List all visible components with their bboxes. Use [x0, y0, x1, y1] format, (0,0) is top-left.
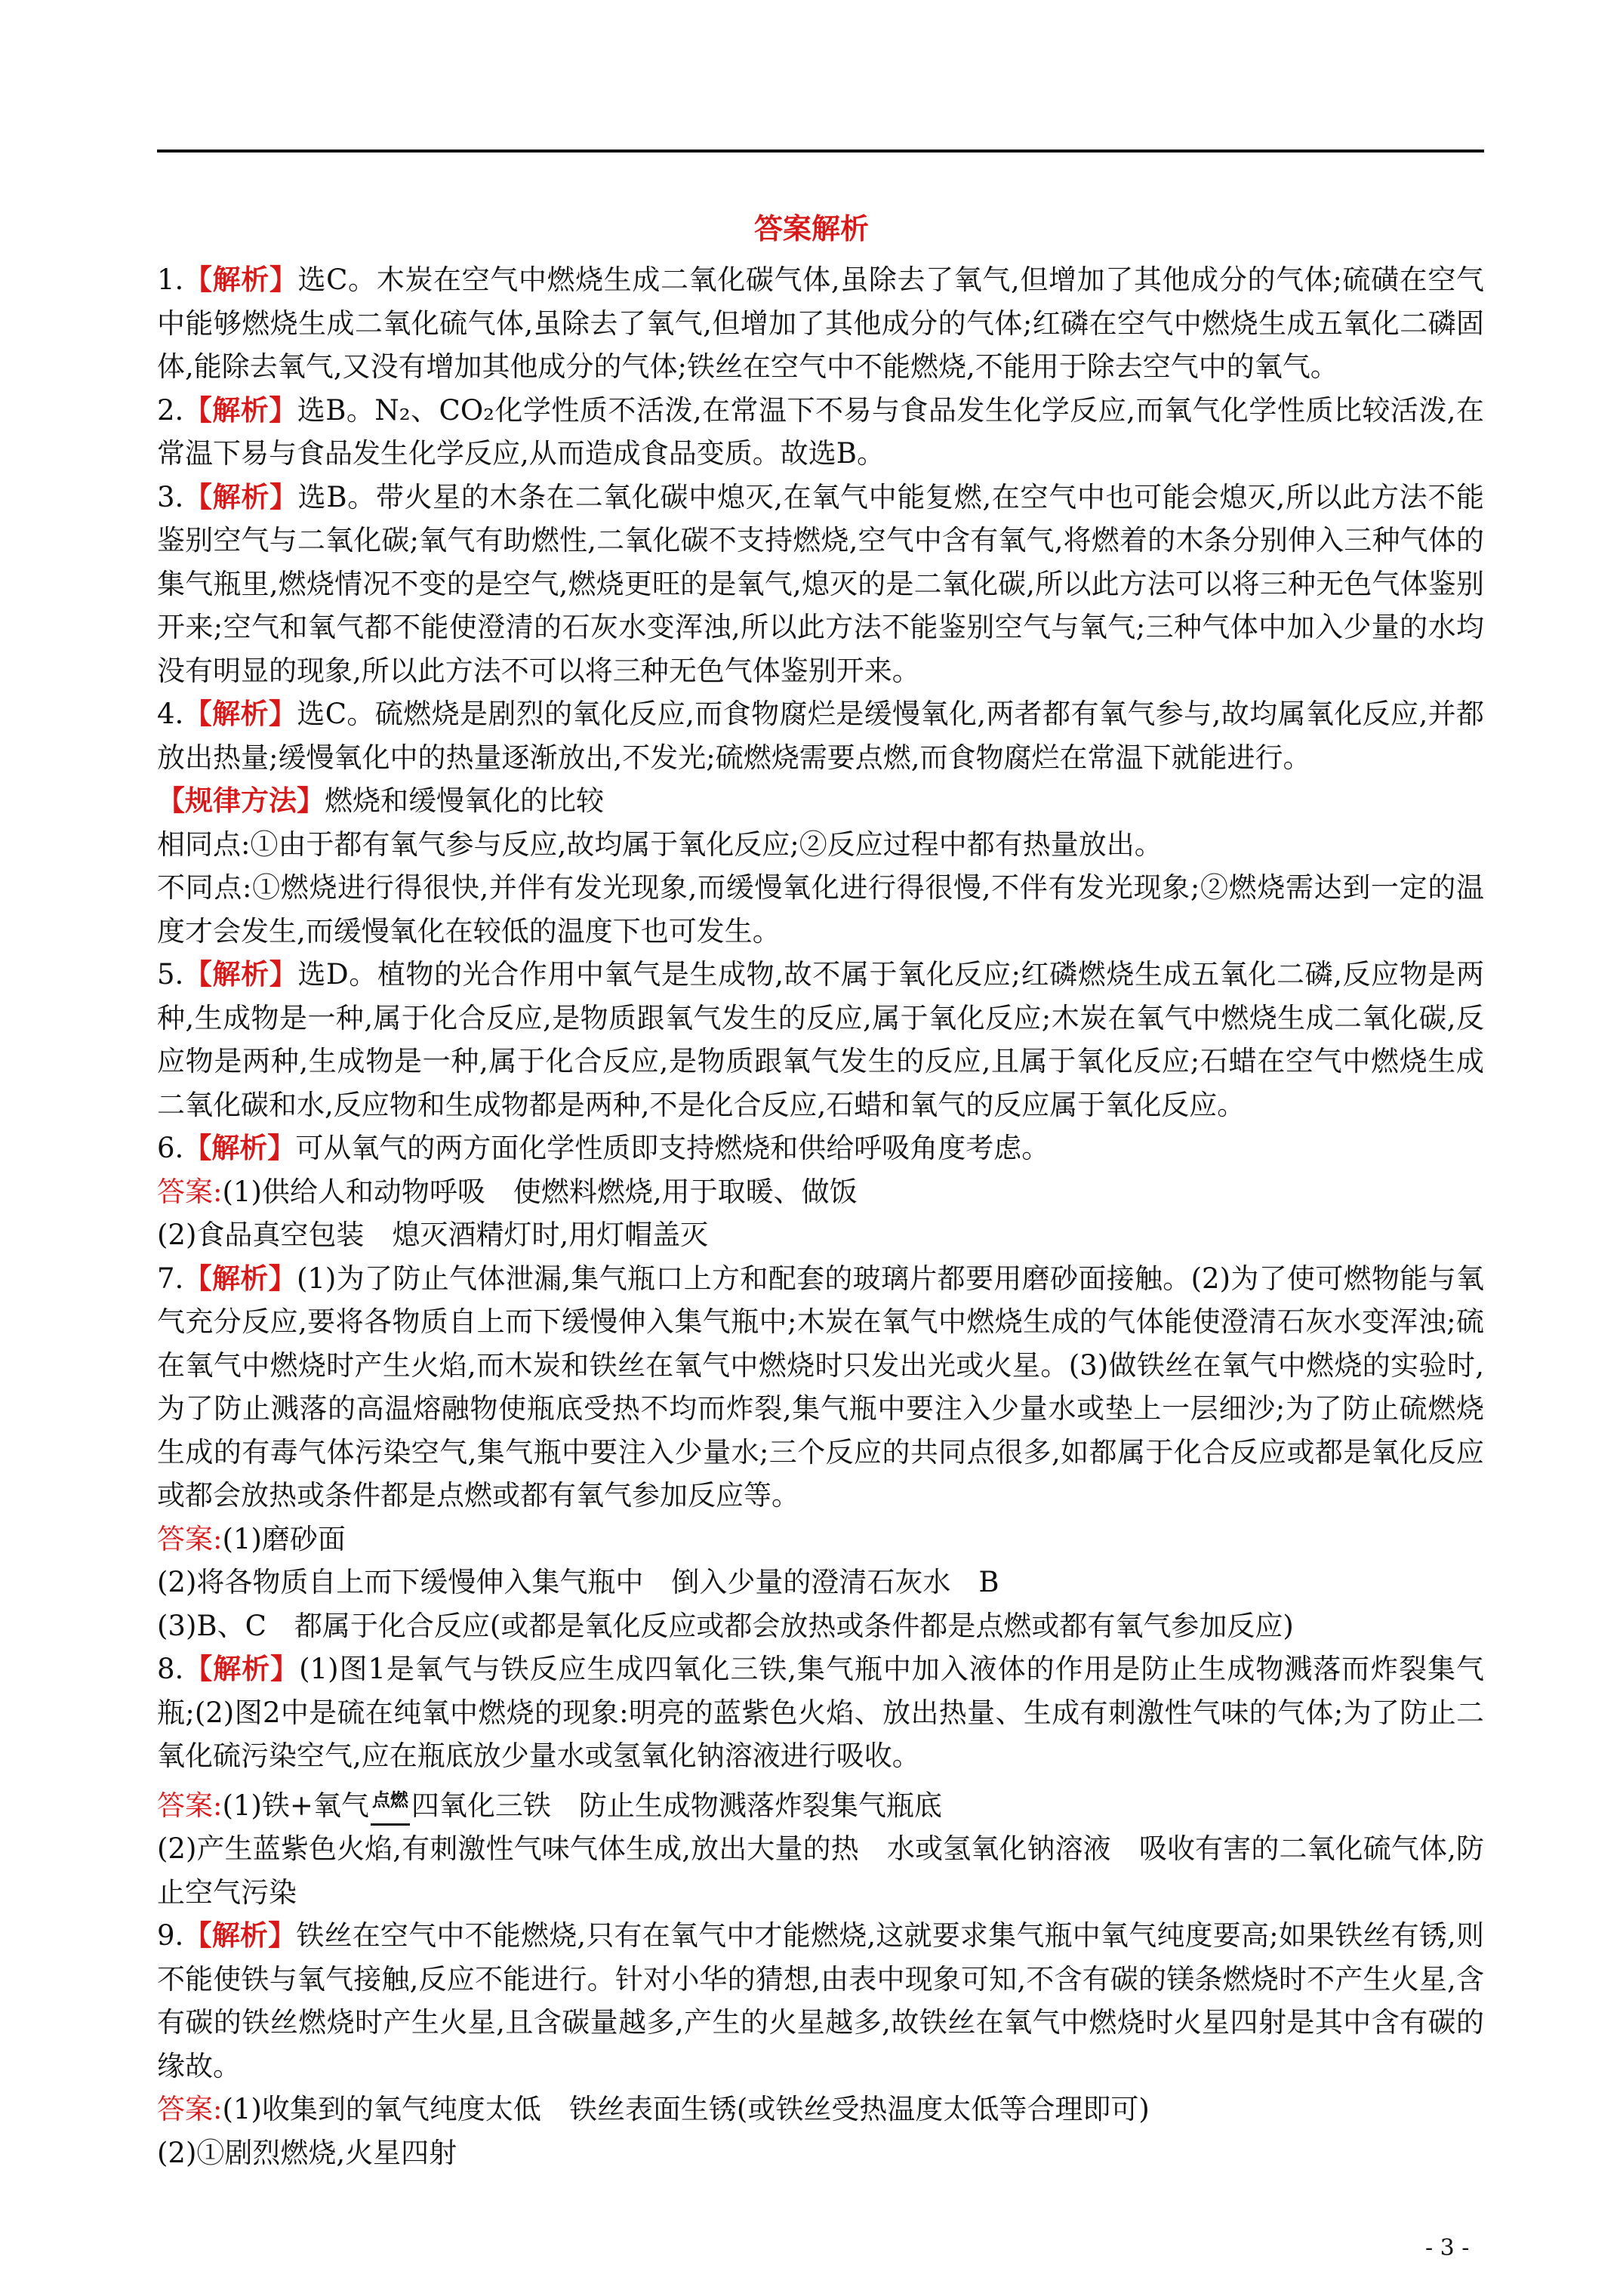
- q7-analysis: 7.【解析】(1)为了防止气体泄漏,集气瓶口上方和配套的玻璃片都要用磨砂面接触。(2)为了使可燃物能与氧气充分反应,要将各物质自上而下缓慢伸入集气瓶中;木炭在氧气中燃烧生成的气体能使澄清石灰水变浑浊;硫在氧气中燃烧时产生火焰,而木炭和铁丝在氧气中燃烧时只发出光或火星。(3)做铁丝在氧气中燃烧的实验时,为了防止溅落的高温熔融物使瓶底受热不均而炸裂,集气瓶中要注入少量水或垫上一层细沙;为了防止硫燃烧生成的有毒气体污染空气,集气瓶中要注入少量水;三个反应的共同点很多,如都属于化合反应或都是氧化反应或都会放热或条件都是点燃或都有氧气参加反应等。: [157, 1261, 1484, 1512]
- answer-tag: 答案:: [157, 2093, 223, 2125]
- q6-answer-1: 答案:(1)供给人和动物呼吸 使燃料燃烧,用于取暖、做饭: [157, 1175, 858, 1208]
- analysis-tag: 【解析】: [183, 393, 297, 427]
- q5-analysis: 5.【解析】选D。植物的光合作用中氧气是生成物,故不属于氧化反应;红磷燃烧生成五氧化二磷,反应物是两种,生成物是一种,属于化合反应,是物质跟氧气发生的反应,属于氧化反应;木炭在氧气中燃烧生成二氧化碳,反应物是两种,生成物是一种,属于化合反应,是物质跟氧气发生的反应,且属于氧化反应;石蜡在空气中燃烧生成二氧化碳和水,反应物和生成物都是两种,不是化合反应,石蜡和氧气的反应属于氧化反应。: [157, 957, 1485, 1121]
- method-same: 相同点:①由于都有氧气参与反应,故均属于氧化反应;②反应过程中都有热量放出。: [157, 827, 1163, 861]
- analysis-tag: 【解析】: [183, 1918, 297, 1952]
- q8-answer-1: 答案:(1)铁+氧气 点燃 四氧化三铁 防止生成物溅落炸裂集气瓶底: [157, 1778, 1484, 1828]
- analysis-tag: 【解析】: [183, 479, 298, 513]
- q6-analysis: 6.【解析】可从氧气的两方面化学性质即支持燃烧和供给呼吸角度考虑。: [157, 1131, 1050, 1164]
- answer-tag: 答案:: [157, 1175, 223, 1208]
- q7-answer-1: 答案:(1)磨砂面: [157, 1522, 346, 1555]
- analysis-tag: 【解析】: [183, 1261, 297, 1295]
- q7-answer-2: (2)将各物质自上而下缓慢伸入集气瓶中 倒入少量的澄清石灰水 B: [157, 1566, 999, 1598]
- q7-answer-3: (3)B、C 都属于化合反应(或都是氧化反应或都会放热或条件都是点燃或都有氧气参加反应): [157, 1609, 1294, 1642]
- answer-content: [157, 258, 1484, 2174]
- page-number: - 3 -: [1425, 2235, 1470, 2261]
- analysis-tag: 【解析】: [183, 1652, 300, 1685]
- answer-tag: 答案:: [157, 1522, 223, 1555]
- q8-analysis: 8.【解析】(1)图1是氧气与铁反应生成四氧化三铁,集气瓶中加入液体的作用是防止生成物溅落而炸裂集气瓶;(2)图2中是硫在纯氧中燃烧的现象:明亮的蓝紫色火焰、放出热量、生成有刺激性气味的气体;为了防止二氧化硫污染空气,应在瓶底放少量水或氢氧化钠溶液进行吸收。: [157, 1652, 1484, 1772]
- q6-answer-2: (2)食品真空包装 熄灭酒精灯时,用灯帽盖灭: [157, 1219, 709, 1251]
- page-title: 答案解析: [753, 211, 869, 245]
- q2-analysis: 2.【解析】选B。N₂、CO₂化学性质不活泼,在常温下不易与食品发生化学反应,而氧气化学性质比较活泼,在常温下易与食品发生化学反应,从而造成食品变质。故选B。: [157, 393, 1485, 470]
- answer-tag: 答案:: [157, 1789, 223, 1822]
- method-diff: 不同点:①燃烧进行得很快,并伴有发光现象,而缓慢氧化进行得很慢,不伴有发光现象;②燃烧需达到一定的温度才会发生,而缓慢氧化在较低的温度下也可发生。: [157, 871, 1484, 948]
- q1-analysis: 1.【解析】选C。木炭在空气中燃烧生成二氧化碳气体,虽除去了氧气,但增加了其他成分的气体;硫磺在空气中能够燃烧生成二氧化硫气体,虽除去了氧气,但增加了其他成分的气体;红磷在空气中燃烧生成五氧化二磷固体,能除去氧气,又没有增加其他成分的气体;铁丝在空气中不能燃烧,不能用于除去空气中的氧气。: [157, 263, 1485, 383]
- reaction-condition: 点燃: [371, 1778, 410, 1822]
- header-rule: [157, 149, 1484, 153]
- q9-answer-2: (2)①剧烈燃烧,火星四射: [157, 2136, 457, 2169]
- method-tag: 【规律方法】: [157, 784, 325, 817]
- analysis-tag: 【解析】: [183, 697, 297, 730]
- q9-analysis: 9.【解析】铁丝在空气中不能燃烧,只有在氧气中才能燃烧,这就要求集气瓶中氧气纯度要高;如果铁丝有锈,则不能使铁与氧气接触,反应不能进行。针对小华的猜想,由表中现象可知,不含有碳的镁条燃烧时不产生火星,含有碳的铁丝燃烧时产生火星,且含碳量越多,产生的火星越多,故铁丝在氧气中燃烧时火星四射是其中含有碳的缘故。: [157, 1918, 1484, 2082]
- q9-answer-1: 答案:(1)收集到的氧气纯度太低 铁丝表面生锈(或铁丝受热温度太低等合理即可): [157, 2093, 1150, 2125]
- analysis-tag: 【解析】: [183, 957, 298, 991]
- q8-answer-2: (2)产生蓝紫色火焰,有刺激性气味气体生成,放出大量的热 水或氢氧化钠溶液 吸收有害的二氧化硫气体,防止空气污染: [157, 1832, 1484, 1909]
- analysis-tag: 【解析】: [183, 263, 298, 296]
- q3-analysis: 3.【解析】选B。带火星的木条在二氧化碳中熄灭,在氧气中能复燃,在空气中也可能会熄灭,所以此方法不能鉴别空气与二氧化碳;氧气有助燃性,二氧化碳不支持燃烧,空气中含有氧气,将燃着的木条分别伸入三种气体的集气瓶里,燃烧情况不变的是空气,燃烧更旺的是氧气,熄灭的是二氧化碳,所以此方法可以将三种无色气体鉴别开来;空气和氧气都不能使澄清的石灰水变浑浊,所以此方法不能鉴别空气与氧气;三种气体中加入少量的水均没有明显的现象,所以此方法不可以将三种无色气体鉴别开来。: [157, 479, 1484, 687]
- q4-analysis: 4.【解析】选C。硫燃烧是剧烈的氧化反应,而食物腐烂是缓慢氧化,两者都有氧气参与,故均属氧化反应,并都放出热量;缓慢氧化中的热量逐渐放出,不发光;硫燃烧需要点燃,而食物腐烂在常温下就能进行。: [157, 697, 1485, 774]
- method-heading: 【规律方法】燃烧和缓慢氧化的比较: [157, 784, 604, 817]
- analysis-tag: 【解析】: [183, 1131, 296, 1164]
